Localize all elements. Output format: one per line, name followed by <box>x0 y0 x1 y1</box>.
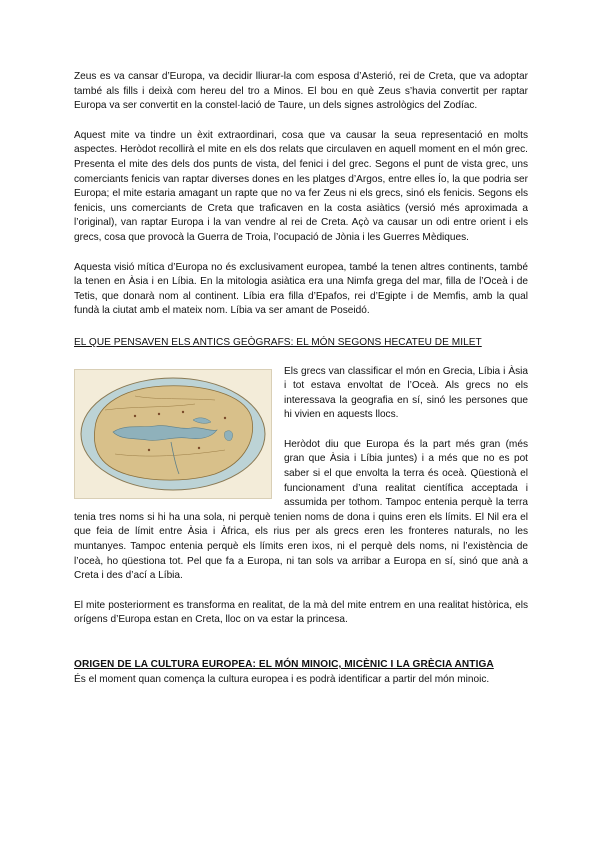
section-heading-ancient-geographers: EL QUE PENSAVEN ELS ANTICS GEÒGRAFS: EL MÓN SEGONS HECATEU DE MILET <box>74 336 482 348</box>
document-page <box>74 70 528 687</box>
paragraph-zeus: Zeus es va cansar d’Europa, va decidir lliurar-la com esposa d’Asterió, rei de Creta, que va adoptar també als fills i deixà com hereu del tro a Minos. El bou en què Zeus s’havia convertit per raptar Europa va ser convertit en la constel·lació de Taure, un dels signes astrològics del Zodíac. <box>74 71 528 112</box>
paragraph-minoan: És el moment quan comença la cultura europea i es podrà identificar a partir del món minoic. <box>74 673 490 685</box>
paragraph-herodot-myth: Aquest mite va tindre un èxit extraordinari, cosa que va causar la seua representació en molts aspectes. Heròdot recollirà el mite en els dos relats que circulaven en aquell moment en el món grec. Presenta el mite des dels dos punts de vista, del fenici i del grec. Segons el punt de vista grec, uns comerciants fenicis van raptar diverses dones en les platges d’Argos, entre elles Ío, la que podria ser Europa; el mite estaria amagant un rapte que no va fer Zeus ni els grecs, sinó els fenicis. Segons els fenicis, uns comerciants de Creta que traficaven en la costa asiàtics (versió més aproximada a l’original), van raptar Europa i la van vendre al rei de Creta. Açò va causar un odi entre orient i els grecs, cosa que provocà la Guerra de Troia, l’ocupació de Jònia i les Guerres Mèdiques. <box>74 129 528 243</box>
paragraph-herodot-questions: Heròdot diu que Europa és la part més gran (més gran que Àsia i Líbia juntes) i a més que no es pot saber si el que envolta la terra és oceà. Qüestionà el funcionament d’una realitat científica acceptada i assumida per tothom. Tampoc entenia perquè la terra tenia tres noms si hi ha una sola, ni perquè tenien noms de dona i quins eren els límits. El Nil era el que feia de límit entre Àsia i Àfrica, els rius per als grecs eren les fronteres naturals, no les muntanyes. Tampoc entenia perquè els límits eren ixos, ni el perquè dels noms, ni l’existència de l’oceà, ho qüestiona tot. Pel que fa a Europa, ni tan sols va arribar a Europa en sí, sinó que anà a Creta i des d’ací a Líbia. <box>74 438 528 582</box>
map-illustration <box>75 370 271 498</box>
paragraph-myth-to-reality: El mite posteriorment es transforma en realitat, de la mà del mite entrem en una realitat històrica, els orígens d’Europa estan en Creta, lloc on va estar la princesa. <box>74 599 528 626</box>
paragraph-mythic-vision: Aquesta visió mítica d’Europa no és exclusivament europea, també la tenen altres continents, també la tenen en Àsia i en Líbia. En la mitologia asiàtica era una Nimfa grega del mar, filla de l’Oceà i de Tetis, que donarà nom al continent. Líbia era filla d’Epafos, rei d’Egipte i de Memfis, amb la qual fundà la ciutat amb el mateix nom. Líbia va ser amant de Poseidó. <box>74 261 528 317</box>
hecataeus-world-map <box>74 369 272 499</box>
section-heading-european-culture: ORIGEN DE LA CULTURA EUROPEA: EL MÓN MINOIC, MICÈNIC I LA GRÈCIA ANTIGA <box>74 659 494 670</box>
paragraph-greek-world: Els grecs van classificar el món en Grecia, Líbia i Àsia i tot estava envoltat de l’Oceà. Als grecs no els interessava la geografia en sí, sinó les persones que hi vivien en aquests llocs. <box>284 365 528 421</box>
